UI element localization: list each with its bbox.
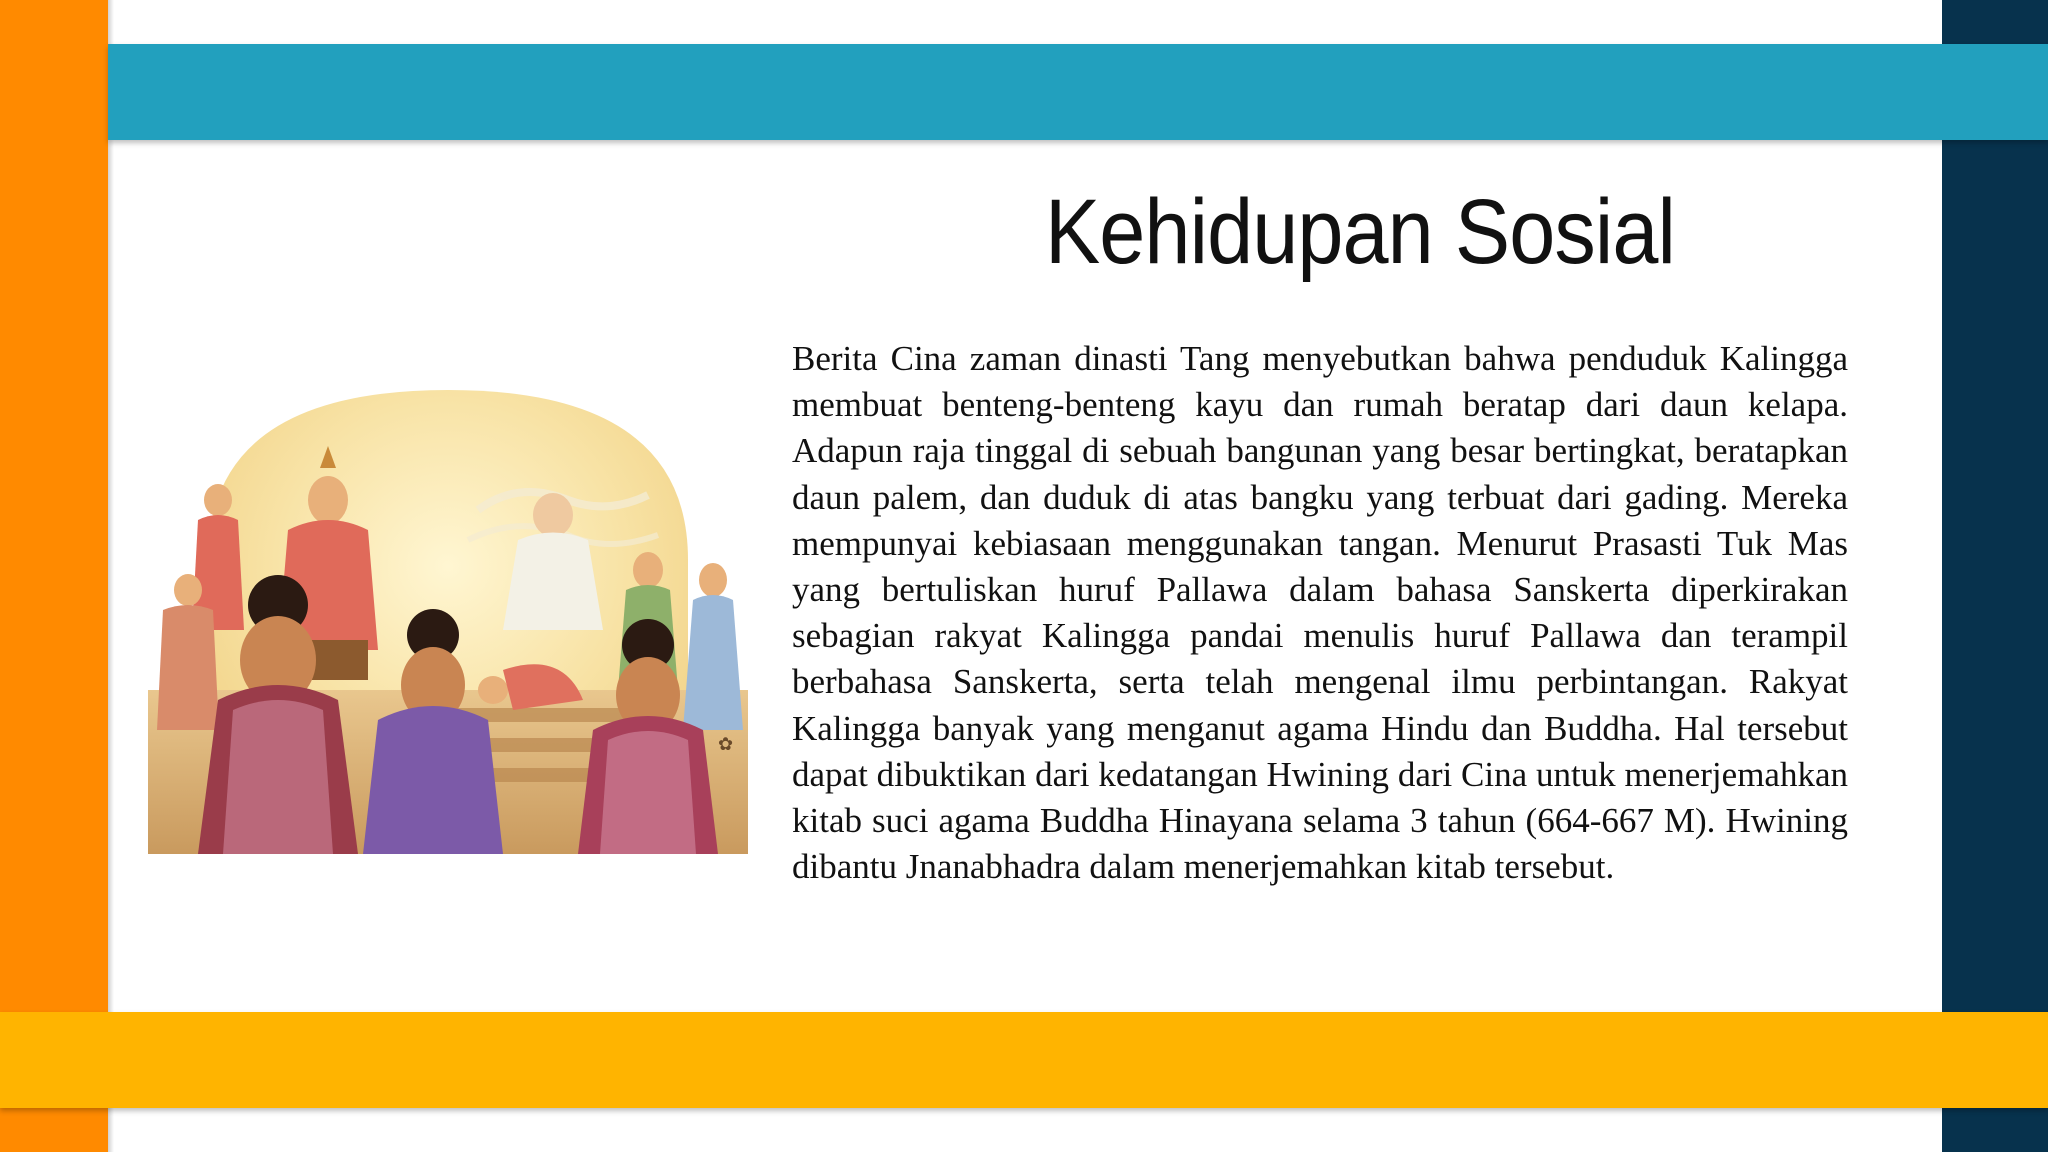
svg-text:✿: ✿: [718, 734, 734, 754]
royal-court-illustration: [148, 390, 748, 854]
right-navy-bar: [1942, 0, 2048, 1152]
slide-title: Kehidupan Sosial: [1044, 181, 1676, 283]
left-orange-bar: [0, 0, 108, 1152]
top-teal-band: [108, 44, 2048, 140]
left-bar-shadow: [108, 0, 114, 1152]
bottom-yellow-band: [0, 1012, 2048, 1108]
body-paragraph: Berita Cina zaman dinasti Tang menyebutkan bahwa penduduk Kalingga membuat benteng-benteng kayu dan rumah beratap dari daun kelapa. Adapun raja tinggal di sebuah bangunan yang besar bertingkat, beratapkan daun palem, dan duduk di atas bangku yang terbuat dari gading. Mereka mempunyai kebiasaan menggunakan tangan. Menurut Prasasti Tuk Mas yang bertuliskan huruf Pallawa dalam bahasa Sanskerta diperkirakan sebagian rakyat Kalingga pandai menulis huruf Pallawa dan terampil berbahasa Sanskerta, serta telah mengenal ilmu perbintangan. Rakyat Kalingga banyak yang menganut agama Hindu dan Buddha. Hal tersebut dapat dibuktikan dari kedatangan Hwining dari Cina untuk menerjemahkan kitab suci agama Buddha Hinayana selama 3 tahun (664-667 M). Hwining dibantu Jnanabhadra dalam menerjemahkan kitab tersebut.: [792, 339, 1848, 887]
